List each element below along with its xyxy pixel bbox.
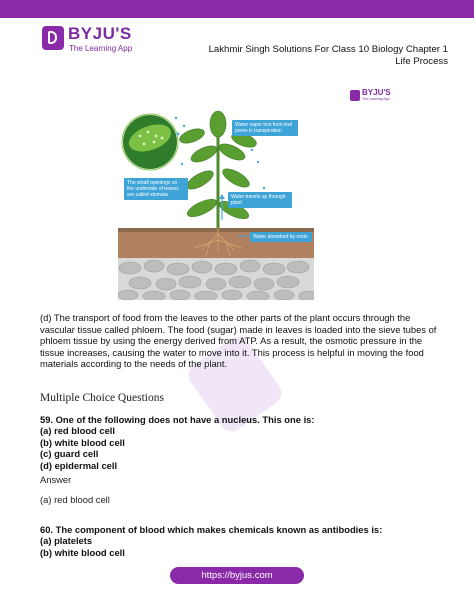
title-line-1: Lakhmir Singh Solutions For Class 10 Biology Chapter 1 — [208, 44, 448, 55]
answer-59: (a) red blood cell — [40, 494, 110, 505]
figure-logo — [350, 89, 396, 103]
question-60-option-a: (a) platelets — [40, 535, 93, 547]
callout-water-travels: Water travels up through plant — [228, 192, 292, 208]
question-60-option-b: (b) white blood cell — [40, 546, 125, 558]
logo-tagline: The Learning App — [69, 44, 133, 53]
logo-name: BYJU'S — [68, 24, 132, 43]
answer-paragraph: (d) The transport of food from the leaves to the other parts of the plant occurs through the vascular tissue called phloem. The food (sugar) made in leaves is loaded into the sieve tubes of phloem tissue by using the energy derived from ATP. As a result, the osmotic pressure in the tissue increases, causing the water to move into it. This process is helpful in moving the food materials according to the needs of the plant. — [40, 312, 437, 369]
question-59-text: 59. One of the following does not have a nucleus. This one is: — [40, 414, 315, 425]
byjus-logo[interactable] — [42, 24, 138, 58]
question-59-option-a: (a) red blood cell — [40, 425, 116, 437]
answer-label: Answer — [40, 474, 72, 485]
section-heading: Multiple Choice Questions — [40, 392, 164, 404]
question-59-option-d: (d) epidermal cell — [40, 459, 118, 471]
question-60 — [40, 524, 382, 558]
callout-transpiration: Water vapor lost from leaf pores in transpiration — [232, 120, 298, 136]
transpiration-illustration — [118, 100, 314, 300]
question-59 — [40, 414, 315, 471]
top-brand-bar — [0, 0, 474, 18]
footer-url-link[interactable]: https://byjus.com — [170, 567, 304, 584]
figure-logo-icon — [350, 90, 360, 101]
callout-water-absorbed: Water absorbed by roots — [250, 232, 312, 242]
byjus-logo-icon — [42, 26, 64, 50]
document-title — [198, 44, 448, 68]
question-59-option-c: (c) guard cell — [40, 448, 99, 460]
figure-logo-name: BYJU'S — [362, 88, 391, 97]
title-line-2: Life Process — [395, 56, 448, 67]
figure-logo-tagline: The Learning App — [362, 97, 390, 101]
question-59-option-b: (b) white blood cell — [40, 436, 125, 448]
callout-stomata: The small openings on the underside of leaves are called stomata — [124, 178, 188, 200]
question-60-text: 60. The component of blood which makes chemicals known as antibodies is: — [40, 524, 383, 535]
